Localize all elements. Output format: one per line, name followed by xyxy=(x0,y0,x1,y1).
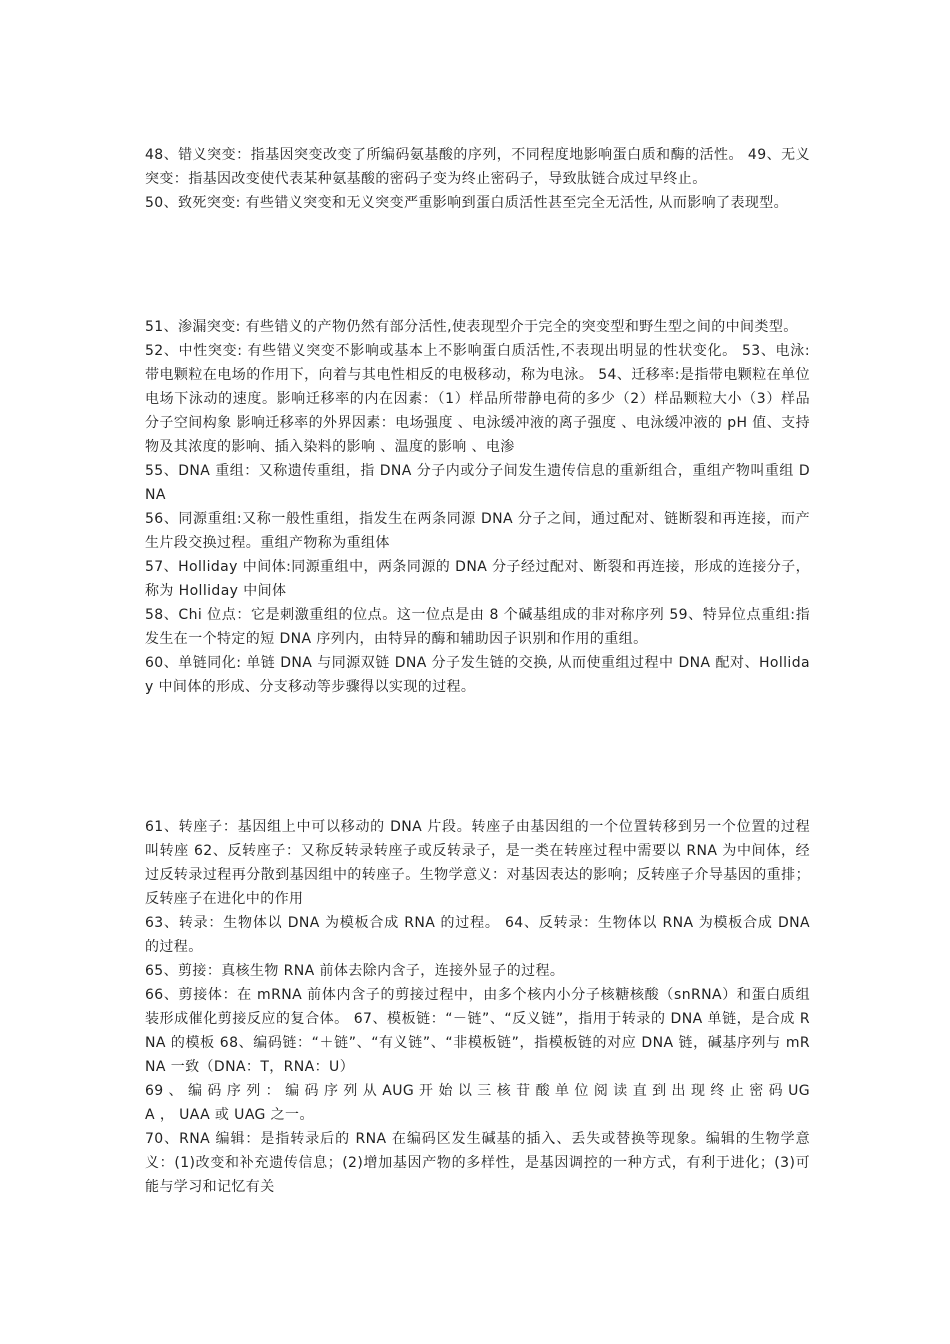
section-61-70 xyxy=(145,815,810,1199)
paragraph-56: 56、同源重组:又称一般性重组，指发生在两条同源 DNA 分子之间，通过配对、链断裂和再连接，而产生片段交换过程。重组产物称为重组体 xyxy=(145,511,810,551)
paragraph-63-64: 63、转录：生物体以 DNA 为模板合成 RNA 的过程。 64、反转录：生物体以 RNA 为模板合成 DNA 的过程。 xyxy=(145,915,810,955)
paragraph-51: 51、渗漏突变: 有些错义的产物仍然有部分活性,使表现型介于完全的突变型和野生型之间的中间类型。 xyxy=(145,319,798,335)
paragraph-50: 50、致死突变: 有些错义突变和无义突变严重影响到蛋白质活性甚至完全无活性, 从而影响了表现型。 xyxy=(145,195,789,211)
paragraph-60: 60、单链同化: 单链 DNA 与同源双链 DNA 分子发生链的交换, 从而使重组过程中 DNA 配对、Holliday 中间体的形成、分支移动等步骤得以实现的过程。 xyxy=(145,655,810,695)
paragraph-48-49: 48、错义突变：指基因突变改变了所编码氨基酸的序列，不同程度地影响蛋白质和酶的活性。 49、无义突变：指基因改变使代表某种氨基酸的密码子变为终止密码子，导致肽链合成过早终止。 xyxy=(145,147,810,187)
section-48-50 xyxy=(145,143,810,215)
section-51-60 xyxy=(145,315,810,699)
paragraph-52-54: 52、中性突变: 有些错义突变不影响或基本上不影响蛋白质活性,不表现出明显的性状变化。 53、电泳:带电颗粒在电场的作用下，向着与其电性相反的电极移动，称为电泳。 54、迁移率:是指带电颗粒在单位电场下泳动的速度。影响迁移率的内在因素：（1）样品所带静电荷的多少（2）样品颗粒大小（3）样品分子空间构象 影响迁移率的外界因素：电场强度 、电泳缓冲液的离子强度 、电泳缓冲液的 pH 值、支持物及其浓度的影响、插入染料的影响 、温度的影响 、电渗 xyxy=(145,343,810,455)
paragraph-55: 55、DNA 重组：又称遗传重组，指 DNA 分子内或分子间发生遗传信息的重新组合，重组产物叫重组 DNA xyxy=(145,463,810,503)
paragraph-61-62: 61、转座子：基因组上中可以移动的 DNA 片段。转座子由基因组的一个位置转移到另一个位置的过程叫转座 62、反转座子：又称反转录转座子或反转录子，是一类在转座过程中需要以 RNA 为中间体，经过反转录过程再分散到基因组中的转座子。生物学意义：对基因表达的影响；反转座子介导基因的重排；反转座子在进化中的作用 xyxy=(145,819,810,907)
paragraph-66-68: 66、剪接体：在 mRNA 前体内含子的剪接过程中，由多个核内小分子核糖核酸（snRNA）和蛋白质组装形成催化剪接反应的复合体。 67、模板链：“－链”、“反义链”，指用于转录的 DNA 单链，是合成 RNA 的模板 68、编码链：“＋链”、“有义链”、“非模板链”，指模板链的对应 DNA 链，碱基序列与 mRNA 一致（DNA：T，RNA：U） xyxy=(145,987,810,1075)
paragraph-69: 69 、 编 码 序 列 ： 编 码 序 列 从 AUG 开 始 以 三 核 苷 酸 单 位 阅 读 直 到 出 现 终 止 密 码 UGA ， UAA 或 UAG 之一。 xyxy=(145,1083,810,1123)
paragraph-57: 57、Holliday 中间体:同源重组中，两条同源的 DNA 分子经过配对、断裂和再连接，形成的连接分子，称为 Holliday 中间体 xyxy=(145,559,810,599)
paragraph-58-59: 58、Chi 位点：它是刺激重组的位点。这一位点是由 8 个碱基组成的非对称序列 59、特异位点重组:指发生在一个特定的短 DNA 序列内，由特异的酶和辅助因子识别和作用的重组。 xyxy=(145,607,810,647)
paragraph-70: 70、RNA 编辑：是指转录后的 RNA 在编码区发生碱基的插入、丢失或替换等现象。编辑的生物学意义：(1)改变和补充遗传信息；(2)增加基因产物的多样性，是基因调控的一种方式，有利于进化；(3)可能与学习和记忆有关 xyxy=(145,1131,810,1195)
paragraph-65: 65、剪接：真核生物 RNA 前体去除内含子，连接外显子的过程。 xyxy=(145,963,565,979)
